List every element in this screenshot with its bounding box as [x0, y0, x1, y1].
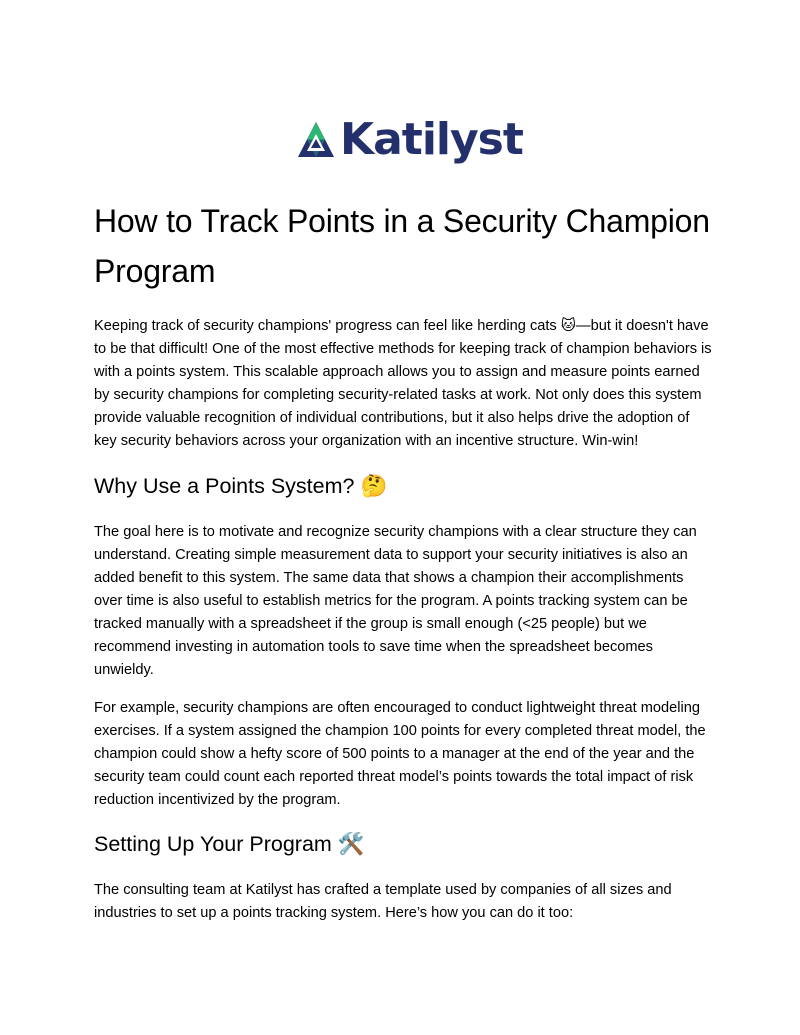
intro-paragraph	[94, 314, 714, 453]
thinking-face-emoji-icon: 🤔	[360, 474, 388, 499]
section-heading-setup	[94, 829, 714, 860]
paragraph-example: For example, security champions are often encouraged to conduct lightweight threat modeling exercises. If a system assigned the champion 100 points for every completed threat model, the champion could show a hefty score of 500 points to a manager at the end of the year and the security team could count each reported threat model’s points towards the total impact of risk reduction incentivized by the program.	[94, 700, 706, 808]
hammer-wrench-emoji-icon: 🛠️	[337, 832, 365, 857]
page-title: How to Track Points in a Security Champion Program	[94, 203, 710, 289]
section-heading-text: Setting Up Your Program	[94, 832, 338, 856]
paragraph-goal: The goal here is to motivate and recognize security champions with a clear structure they can understand. Creating simple measurement data to support your security initiatives is also an added benefit to this system. The same data that shows a champion their accomplishments over time is also useful to establish metrics for the program. A points tracking system can be tracked manually with a spreadsheet if the group is small enough (<25 people) but we recommend investing in automation tools to save time when the spreadsheet becomes unwieldy.	[94, 524, 697, 678]
article-body	[94, 196, 714, 925]
cat-emoji-icon: 🐱	[560, 317, 576, 334]
logo-text: Katilyst	[340, 114, 523, 165]
intro-text-end: —but it doesn't have to be that difficult! One of the most effective methods for keeping track of champion behaviors is with a points system. This scalable approach allows you to assign and measure points earned by security champions for completing security-related tasks at work. Not only does this system provide valuable recognition of individual contributions, but it also helps drive the adoption of key security behaviors across your organization with an incentive structure. Win-win!	[94, 318, 712, 449]
katilyst-triangle-logo-icon	[296, 120, 336, 160]
section-heading-why-points	[94, 471, 714, 502]
katilyst-logo	[296, 114, 523, 166]
paragraph-setup: The consulting team at Katilyst has crafted a template used by companies of all sizes and industries to set up a points tracking system. Here’s how you can do it too:	[94, 882, 672, 921]
intro-text-start: Keeping track of security champions' progress can feel like herding cats	[94, 318, 561, 334]
section-heading-text: Why Use a Points System?	[94, 474, 361, 498]
